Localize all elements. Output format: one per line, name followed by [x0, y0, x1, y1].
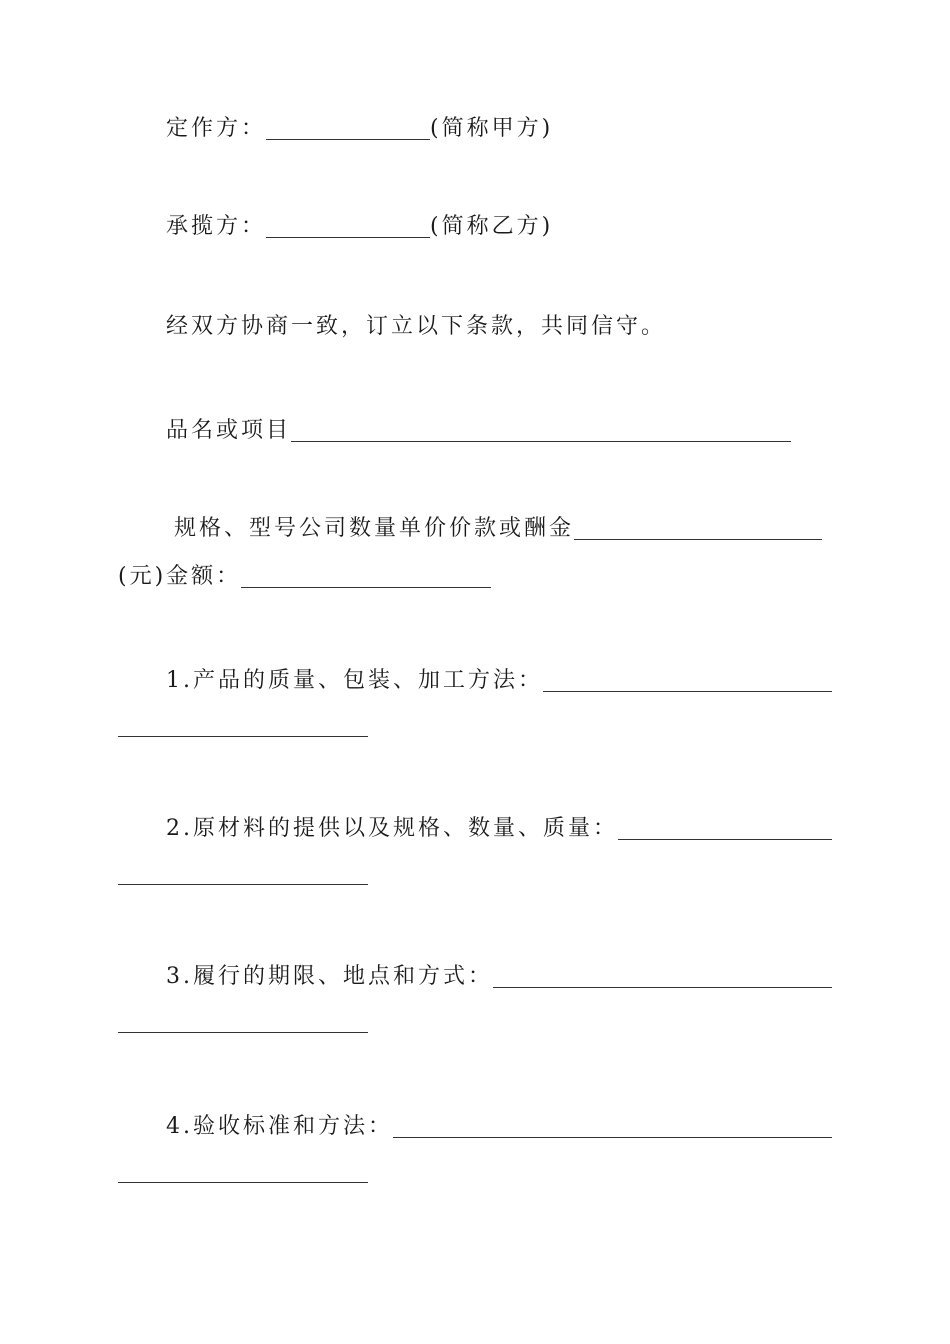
clause-4-continuation-blank[interactable] [118, 1181, 368, 1183]
clause-1-blank[interactable] [543, 665, 832, 692]
clause-4-line [166, 1106, 832, 1142]
product-name-label: 品名或项目 [166, 418, 292, 443]
clause-2-blank[interactable] [618, 813, 832, 840]
party-b-line [166, 206, 553, 242]
clause-2-continuation-blank[interactable] [118, 883, 368, 885]
clause-2-line [166, 808, 832, 844]
party-b-blank[interactable] [266, 211, 430, 238]
clause-4-blank[interactable] [393, 1111, 832, 1138]
product-name-blank[interactable] [291, 415, 791, 442]
clause-1-line [166, 660, 832, 696]
clause-3-line [166, 956, 832, 992]
clause-1-text: 1.产品的质量、包装、加工方法： [166, 668, 543, 693]
spec-blank[interactable] [574, 513, 822, 540]
party-a-line [166, 108, 553, 144]
spec-line [174, 508, 822, 544]
agreement-sentence: 经双方协商一致，订立以下条款，共同信守。 [166, 314, 667, 339]
spec-label: 规格、型号公司数量单价价款或酬金 [174, 516, 575, 541]
clause-4-text: 4.验收标准和方法： [166, 1114, 393, 1139]
party-b-label: 承揽方： [166, 214, 267, 239]
spec-continuation-line [118, 556, 491, 592]
party-a-blank[interactable] [266, 113, 430, 140]
clause-3-continuation-blank[interactable] [118, 1031, 368, 1033]
clause-3-blank[interactable] [493, 961, 832, 988]
agreement-line [166, 306, 666, 342]
product-name-line [166, 410, 791, 446]
clause-1-continuation-blank[interactable] [118, 735, 368, 737]
clause-2-text: 2.原材料的提供以及规格、数量、质量： [166, 816, 618, 841]
party-b-suffix: (简称乙方) [430, 214, 554, 239]
party-a-label: 定作方： [166, 116, 267, 141]
amount-blank[interactable] [241, 561, 491, 588]
clause-3-text: 3.履行的期限、地点和方式： [166, 964, 493, 989]
party-a-suffix: (简称甲方) [430, 116, 554, 141]
spec-amount-label: (元)金额： [118, 564, 242, 589]
